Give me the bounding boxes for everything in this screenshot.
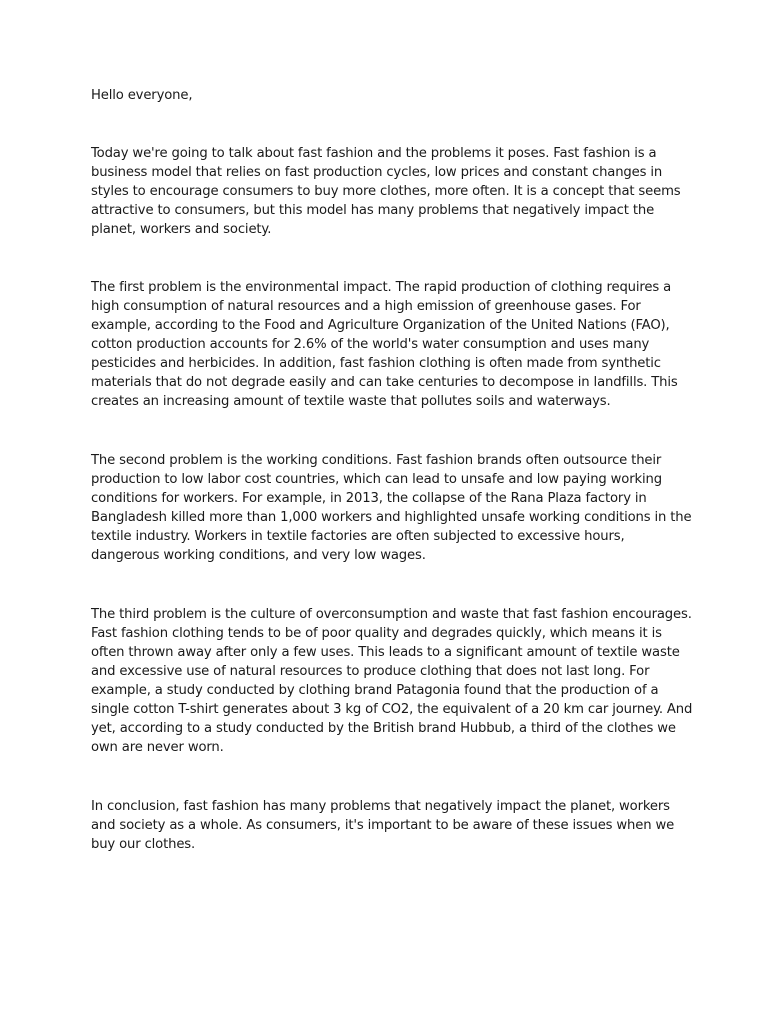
paragraph-line: conditions for workers. For example, in 2013, the collapse of the Rana Plaza factory in <box>91 491 647 506</box>
paragraph-line: The third problem is the culture of overconsumption and waste that fast fashion encourages. <box>91 607 692 622</box>
paragraph-line: pesticides and herbicides. In addition, fast fashion clothing is often made from synthetic <box>91 356 661 371</box>
paragraph-line: Bangladesh killed more than 1,000 workers and highlighted unsafe working conditions in the <box>91 510 692 525</box>
paragraph-line: cotton production accounts for 2.6% of the world's water consumption and uses many <box>91 337 650 352</box>
paragraph-line: In conclusion, fast fashion has many problems that negatively impact the planet, workers <box>91 799 670 814</box>
paragraph-line: Fast fashion clothing tends to be of poor quality and degrades quickly, which means it is <box>91 626 662 641</box>
paragraph-line: dangerous working conditions, and very low wages. <box>91 548 426 563</box>
paragraph-line: example, according to the Food and Agriculture Organization of the United Nations (FAO), <box>91 318 670 333</box>
paragraph-line: buy our clothes. <box>91 837 196 852</box>
paragraph-line: business model that relies on fast production cycles, low prices and constant changes in <box>91 165 663 180</box>
paragraph-line: materials that do not degrade easily and can take centuries to decompose in landfills. This <box>91 375 678 390</box>
paragraph-line: The first problem is the environmental impact. The rapid production of clothing requires a <box>91 280 672 295</box>
paragraph-line: often thrown away after only a few uses. This leads to a significant amount of textile waste <box>91 645 680 660</box>
paragraph-line: and society as a whole. As consumers, it's important to be aware of these issues when we <box>91 818 675 833</box>
paragraph-line: high consumption of natural resources and a high emission of greenhouse gases. For <box>91 299 641 314</box>
paragraph-line: single cotton T-shirt generates about 3 kg of CO2, the equivalent of a 20 km car journey. And <box>91 702 693 717</box>
paragraph-line: The second problem is the working conditions. Fast fashion brands often outsource their <box>91 453 662 468</box>
paragraph-line: production to low labor cost countries, which can lead to unsafe and low paying working <box>91 472 662 487</box>
paragraph-line: example, a study conducted by clothing brand Patagonia found that the production of a <box>91 683 659 698</box>
paragraph-line: own are never worn. <box>91 740 224 755</box>
paragraph-line: planet, workers and society. <box>91 222 272 237</box>
greeting: Hello everyone, <box>91 88 193 103</box>
paragraph-line: and excessive use of natural resources to produce clothing that does not last long. For <box>91 664 650 679</box>
paragraph-line: styles to encourage consumers to buy more clothes, more often. It is a concept that seems <box>91 184 681 199</box>
paragraph-line: textile industry. Workers in textile factories are often subjected to excessive hours, <box>91 529 625 544</box>
paragraph-line: creates an increasing amount of textile waste that pollutes soils and waterways. <box>91 394 611 409</box>
paragraph-line: attractive to consumers, but this model has many problems that negatively impact the <box>91 203 655 218</box>
paragraph-line: yet, according to a study conducted by the British brand Hubbub, a third of the clothes we <box>91 721 676 736</box>
paragraph-line: Today we're going to talk about fast fashion and the problems it poses. Fast fashion is a <box>91 146 657 161</box>
